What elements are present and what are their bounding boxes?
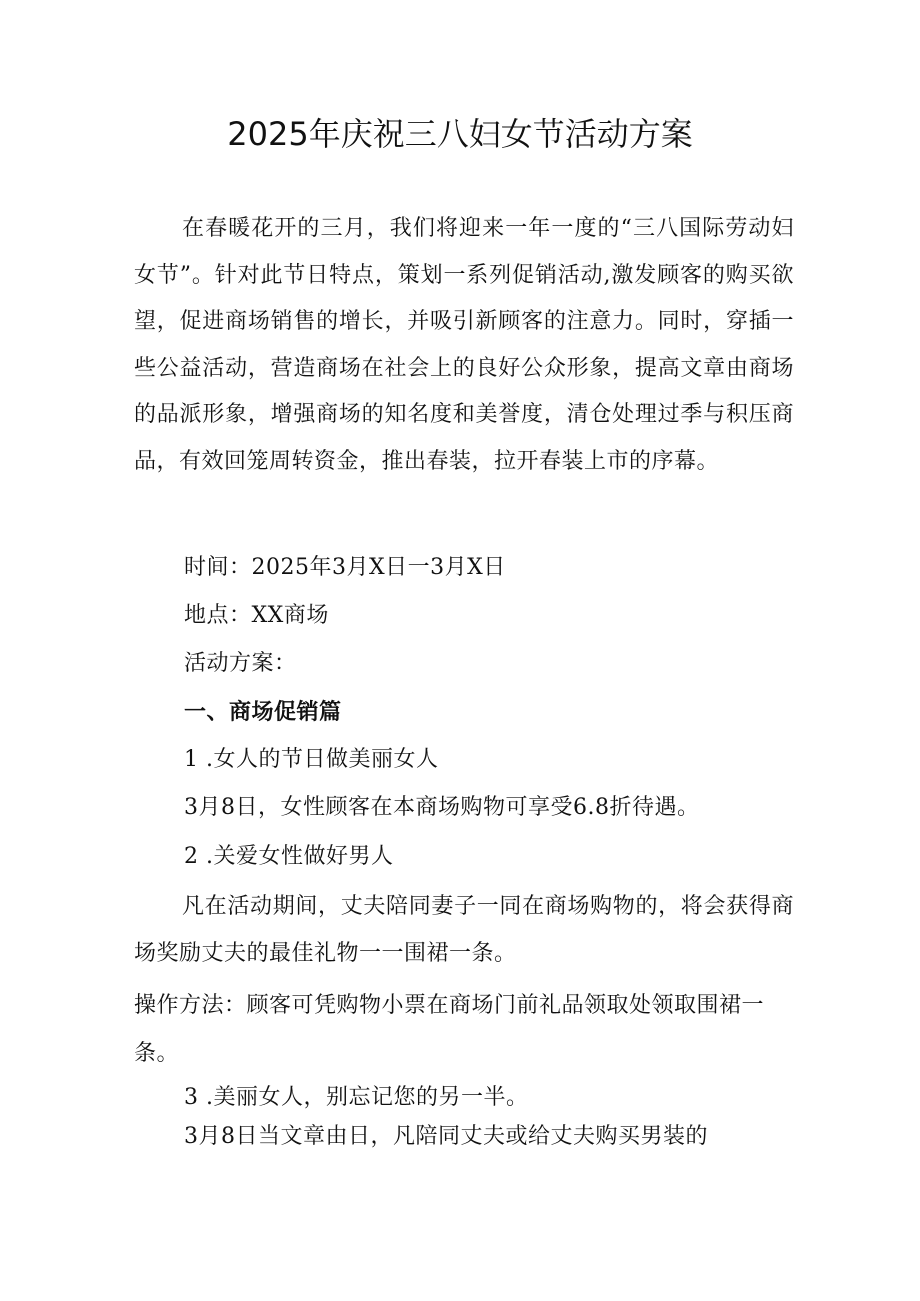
section-heading-promotion: 一、商场促销篇	[184, 700, 342, 725]
item-2-body: 凡在活动期间，丈夫陪同妻子一同在商场购物的，将会获得商场奖励丈夫的最佳礼物一一围裙一条。	[134, 894, 794, 966]
item-1-title: 1 .女人的节日做美丽女人	[184, 747, 439, 772]
plan-label: 活动方案：	[184, 651, 297, 676]
item-3-title: 3 .美丽女人，别忘记您的另一半。	[184, 1085, 529, 1110]
item-1-body: 3月8日，女性顾客在本商场购物可享受6.8折待遇。	[184, 795, 700, 820]
document-title: 2025年庆祝三八妇女节活动方案	[227, 115, 693, 153]
intro-paragraph: 在春暖花开的三月，我们将迎来一年一度的“三八国际劳动妇女节”。针对此节日特点，策划一系列促销活动,激发顾客的购买欲望，促进商场销售的增长，并吸引新顾客的注意力。同时，穿插一些公益活动，营造商场在社会上的良好公众形象，提高文章由商场的品派形象，增强商场的知名度和美誉度，清仓处理过季与积压商品，有效回笼周转资金，推出春装，拉开春装上市的序幕。	[134, 216, 794, 474]
event-time: 时间：2025年3月X日一3月X日	[184, 555, 506, 580]
item-3-body: 3月8日当文章由日，凡陪同丈夫或给丈夫购买男装的	[184, 1124, 708, 1149]
item-2-title: 2 .关爱女性做好男人	[184, 844, 394, 869]
event-place: 地点：XX商场	[184, 603, 329, 628]
item-2-method: 操作方法：顾客可凭购物小票在商场门前礼品领取处领取围裙一条。	[134, 993, 765, 1066]
